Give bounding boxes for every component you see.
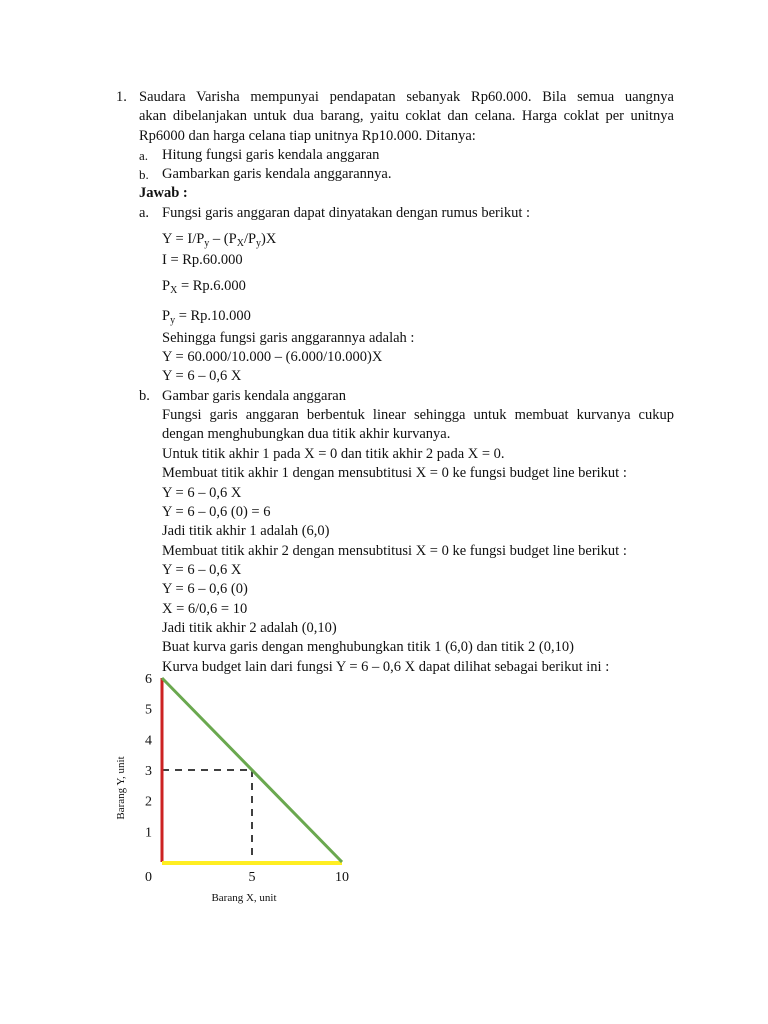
answer-a-label: a. bbox=[139, 205, 150, 221]
budget-line-chart bbox=[100, 660, 400, 920]
answer-a-intro: Fungsi garis anggaran dapat dinyatakan dengan rumus berikut : bbox=[162, 205, 531, 221]
answer-b-paragraph-3: Membuat titik akhir 1 dengan mensubtitusi X = 0 ke fungsi budget line berikut : bbox=[162, 465, 627, 481]
price-x bbox=[162, 277, 246, 296]
formula-subscript: X bbox=[170, 285, 178, 296]
formula-subscript: y bbox=[170, 315, 176, 326]
question-a-text: Hitung fungsi garis kendala anggaran bbox=[162, 147, 380, 163]
x-tick-label: 10 bbox=[335, 870, 349, 885]
answer-b-paragraph-2: Untuk titik akhir 1 pada X = 0 dan titik akhir 2 pada X = 0. bbox=[162, 446, 505, 462]
y-tick-label: 1 bbox=[145, 825, 152, 841]
x-tick-label: 5 bbox=[248, 870, 256, 885]
answer-b-paragraph-8: Kurva budget lain dari fungsi Y = 6 – 0,6 X dapat dilihat sebagai berikut ini : bbox=[162, 659, 610, 675]
budget-formula bbox=[162, 230, 276, 249]
equation-2: Y = 6 – 0,6 X bbox=[162, 368, 242, 384]
price-y bbox=[162, 307, 251, 326]
question-number: 1. bbox=[116, 89, 127, 105]
x-tick-label: 0 bbox=[145, 870, 152, 885]
y-tick-label: 2 bbox=[145, 794, 152, 810]
answer-heading: Jawab : bbox=[139, 185, 188, 201]
answer-b-paragraph-5: Membuat titik akhir 2 dengan mensubtitusi X = 0 ke fungsi budget line berikut : bbox=[162, 543, 627, 559]
y-axis-label: Barang Y, unit bbox=[115, 756, 127, 820]
answer-b-equation-2: Y = 6 – 0,6 (0) = 6 bbox=[162, 504, 271, 520]
formula-part: = Rp.6.000 bbox=[177, 278, 246, 294]
x-tick-labels bbox=[145, 870, 349, 885]
so-text: Sehingga fungsi garis anggarannya adalah : bbox=[162, 330, 415, 346]
paragraph-line: dengan menghubungkan dua titik akhir kurvanya. bbox=[162, 426, 451, 443]
question-b-text: Gambarkan garis kendala anggarannya. bbox=[162, 166, 392, 182]
question-line-2: akan dibelanjakan untuk dua barang, yaitu coklat dan celana. Harga coklat per unitnya bbox=[139, 108, 674, 125]
y-tick-label: 4 bbox=[145, 733, 152, 749]
question-b-label: b. bbox=[139, 167, 149, 182]
answer-b-equation-5: X = 6/0,6 = 10 bbox=[162, 601, 248, 617]
y-tick-label: 6 bbox=[145, 672, 152, 687]
question-text bbox=[139, 88, 674, 146]
answer-b-equation-4: Y = 6 – 0,6 (0) bbox=[162, 581, 248, 597]
answer-b-equation-1: Y = 6 – 0,6 X bbox=[162, 485, 242, 501]
question-line-3: Rp6000 dan harga celana tiap unitnya Rp10.000. Ditanya: bbox=[139, 127, 476, 144]
answer-b-paragraph-6: Jadi titik akhir 2 adalah (0,10) bbox=[162, 620, 337, 636]
equation-1: Y = 60.000/10.000 – (6.000/10.000)X bbox=[162, 349, 383, 365]
formula-part: /P bbox=[243, 231, 257, 247]
formula-part: )X bbox=[261, 231, 277, 247]
answer-b-paragraph-1 bbox=[162, 406, 674, 445]
income-value: I = Rp.60.000 bbox=[162, 252, 243, 268]
paragraph-line: Fungsi garis anggaran berbentuk linear sehingga untuk membuat kurvanya cukup bbox=[162, 407, 674, 423]
formula-part: P bbox=[162, 308, 171, 324]
formula-subscript: y bbox=[204, 238, 210, 249]
y-tick-label: 5 bbox=[145, 702, 152, 718]
formula-subscript: y bbox=[256, 238, 262, 249]
formula-subscript: X bbox=[236, 238, 244, 249]
chart-svg bbox=[100, 660, 400, 920]
y-tick-label: 3 bbox=[145, 764, 152, 779]
answer-b-label: b. bbox=[139, 388, 150, 404]
formula-part: = Rp.10.000 bbox=[175, 308, 251, 324]
question-line-1: Saudara Varisha mempunyai pendapatan sebanyak Rp60.000. Bila semua uangnya bbox=[139, 89, 674, 105]
answer-b-paragraph-4: Jadi titik akhir 1 adalah (6,0) bbox=[162, 523, 330, 539]
x-axis-label: Barang X, unit bbox=[211, 892, 277, 904]
formula-part: P bbox=[162, 278, 171, 294]
answer-b-title: Gambar garis kendala anggaran bbox=[162, 388, 346, 404]
y-tick-labels bbox=[145, 672, 152, 840]
answer-b-paragraph-7: Buat kurva garis dengan menghubungkan titik 1 (6,0) dan titik 2 (0,10) bbox=[162, 639, 574, 655]
answer-b-equation-3: Y = 6 – 0,6 X bbox=[162, 562, 242, 578]
question-a-label: a. bbox=[139, 148, 149, 163]
formula-part: – (P bbox=[209, 231, 237, 247]
formula-part: Y = I/P bbox=[162, 231, 205, 247]
